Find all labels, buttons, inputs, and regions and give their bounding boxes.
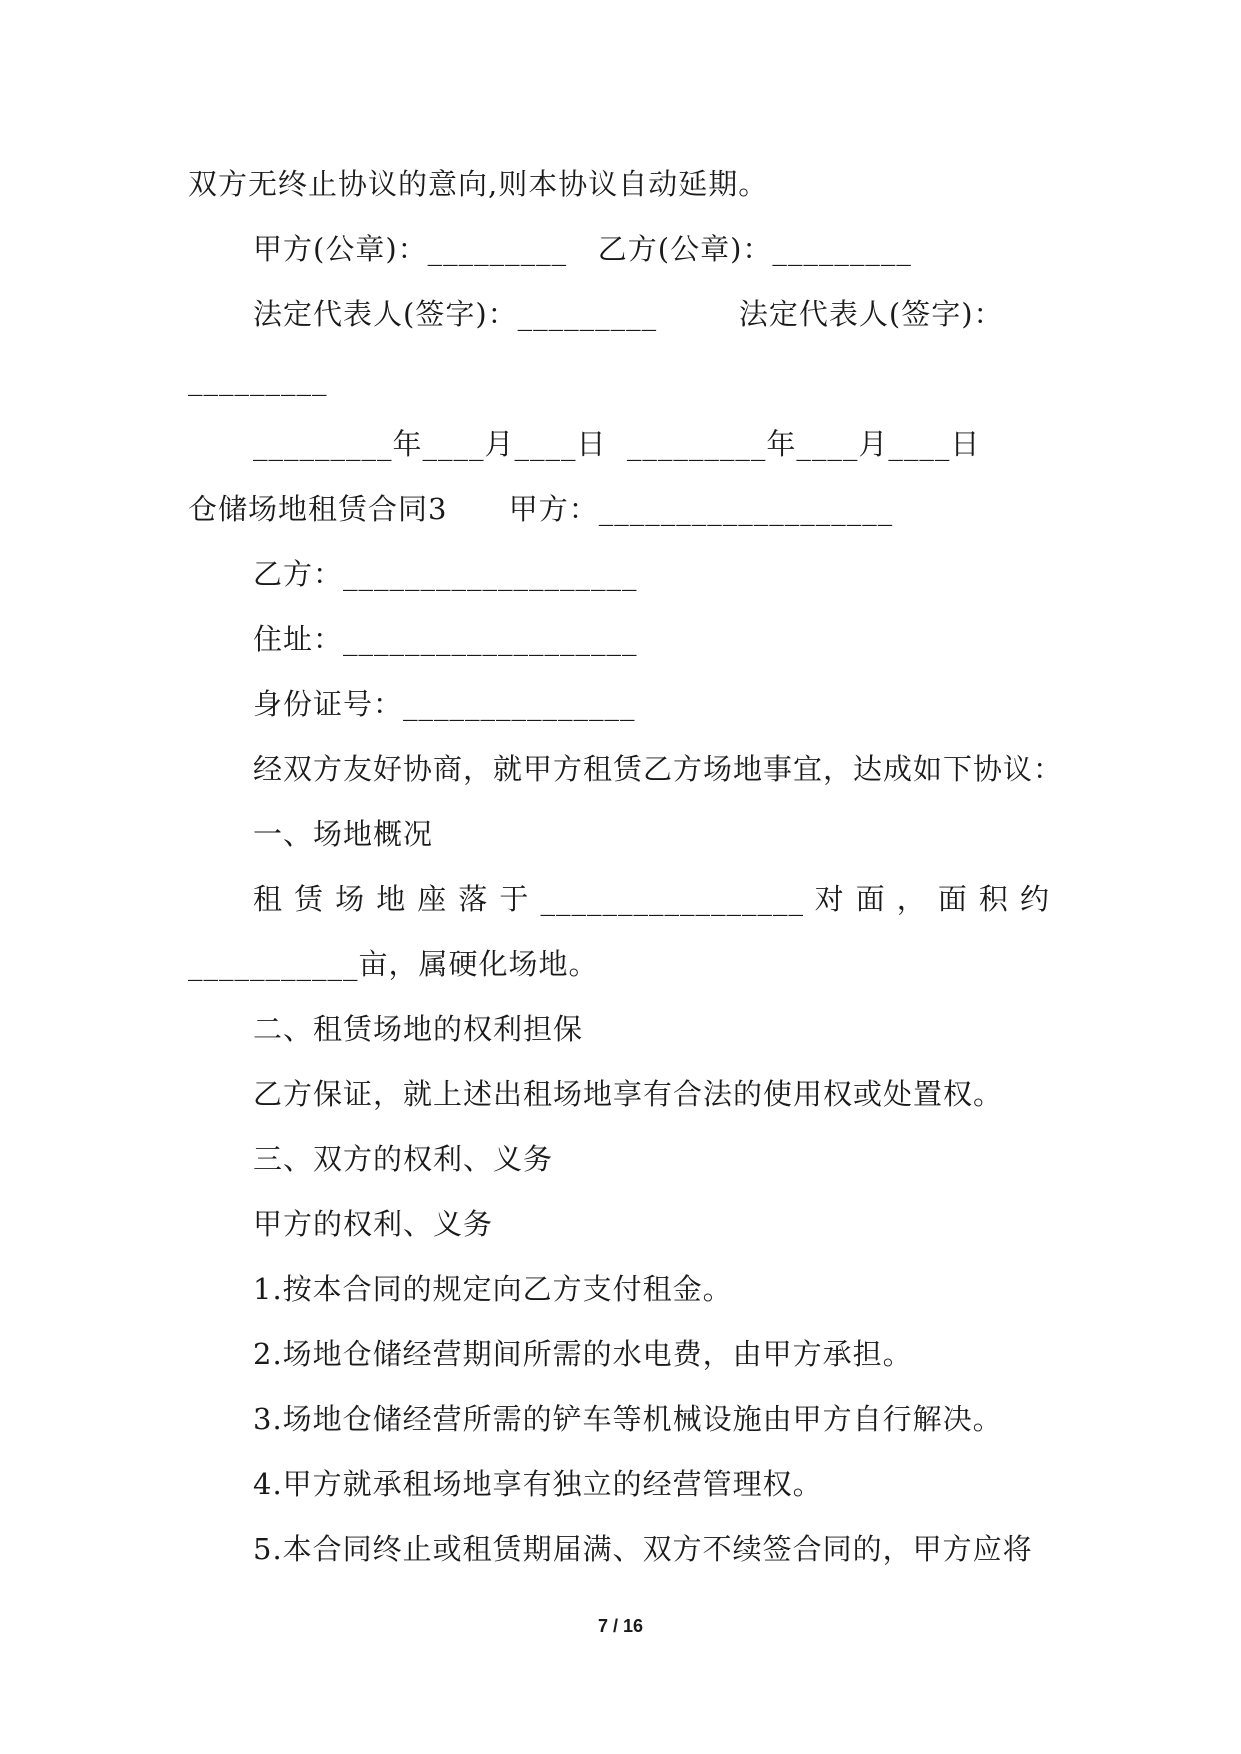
party-a-subheading: 甲方的权利、义务 (253, 1207, 494, 1241)
signature-line-seal: 甲方(公章)：_________ 乙方(公章)：_________ (253, 232, 912, 266)
contract-title-party-a: 仓储场地租赁合同3 甲方：___________________ (188, 492, 894, 526)
agreement-intro: 经双方友好协商，就甲方租赁乙方场地事宜，达成如下协议： (253, 752, 1064, 786)
signature-blank-continued: _________ (188, 362, 328, 396)
page-number: 7 / 16 (597, 1616, 644, 1636)
guarantee-clause: 乙方保证，就上述出租场地享有合法的使用权或处置权。 (253, 1077, 1004, 1111)
address-field: 住址：___________________ (253, 622, 638, 656)
clause-3: 3.场地仓储经营所需的铲车等机械设施由甲方自行解决。 (253, 1402, 1003, 1436)
section-heading-3: 三、双方的权利、义务 (253, 1142, 554, 1176)
party-b-field: 乙方：___________________ (253, 557, 638, 591)
section-heading-1: 一、场地概况 (253, 817, 434, 851)
clause-5: 5.本合同终止或租赁期届满、双方不续签合同的，甲方应将 (253, 1532, 1033, 1566)
id-number-field: 身份证号：_______________ (253, 687, 636, 721)
clause-1: 1.按本合同的规定向乙方支付租金。 (253, 1272, 733, 1306)
section-heading-2: 二、租赁场地的权利担保 (253, 1012, 584, 1046)
signature-line-representative: 法定代表人(签字)：_________ 法定代表人(签字)： (253, 297, 1004, 331)
clause-4: 4.甲方就承租场地享有独立的经营管理权。 (253, 1467, 823, 1501)
text-line-1: 双方无终止协议的意向,则本协议自动延期。 (188, 167, 769, 201)
clause-2: 2.场地仓储经营期间所需的水电费，由甲方承担。 (253, 1337, 913, 1371)
site-area-line: ___________亩，属硬化场地。 (188, 947, 599, 981)
date-line: _________年____月____日 _________年____月____日 (253, 427, 981, 461)
site-location-line: 租 赁 场 地 座 落 于 _________________ 对 面 ， 面 积 约 (253, 882, 1050, 916)
